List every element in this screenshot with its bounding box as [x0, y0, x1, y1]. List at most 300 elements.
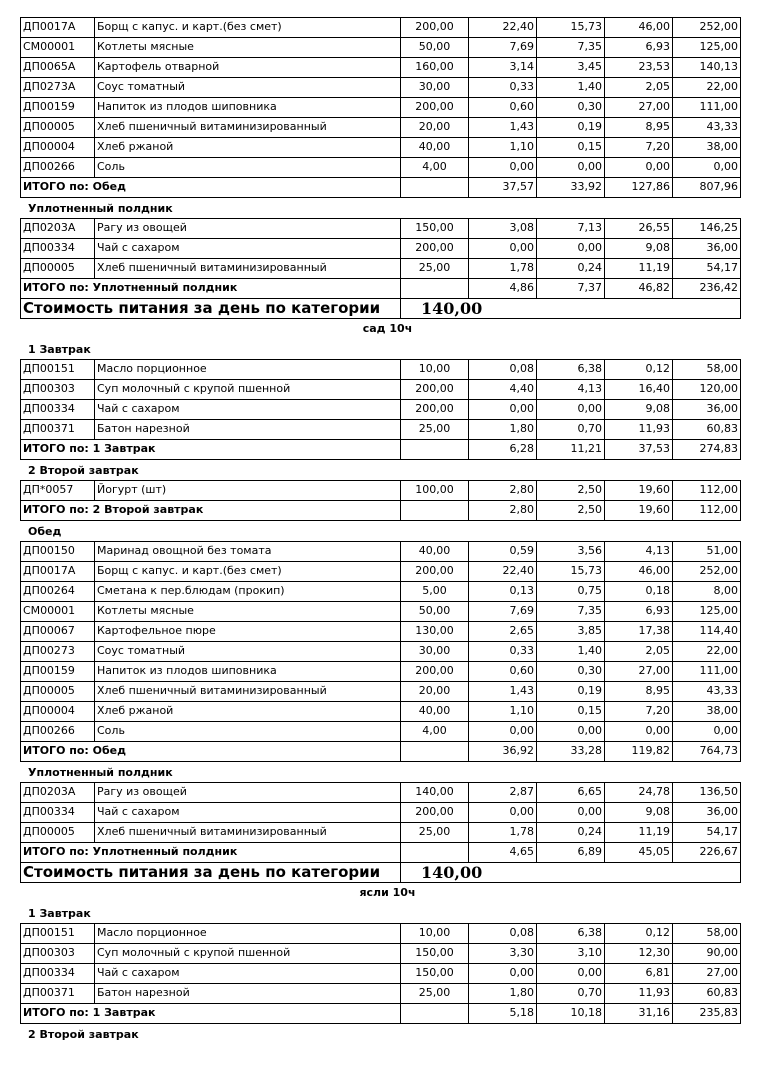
dish-row	[21, 78, 741, 98]
dish-kcal: 22,00	[673, 78, 741, 98]
dish-carbs: 2,05	[605, 78, 673, 98]
dish-carbs: 7,20	[605, 138, 673, 158]
dish-kcal: 111,00	[673, 98, 741, 118]
dish-name: Хлеб пшеничный витаминизированный	[95, 823, 401, 843]
dish-carbs: 46,00	[605, 562, 673, 582]
dish-fat: 3,45	[537, 58, 605, 78]
dish-carbs: 12,30	[605, 944, 673, 964]
dish-protein: 0,00	[469, 239, 537, 259]
dish-fat: 15,73	[537, 18, 605, 38]
dish-kcal: 136,50	[673, 783, 741, 803]
total-carbs: 19,60	[605, 501, 673, 521]
dish-carbs: 17,38	[605, 622, 673, 642]
dish-carbs: 6,93	[605, 38, 673, 58]
dish-kcal: 252,00	[673, 562, 741, 582]
dish-protein: 2,87	[469, 783, 537, 803]
dish-name: Масло порционное	[95, 924, 401, 944]
dish-row	[21, 58, 741, 78]
dish-code: ДП0203А	[21, 783, 95, 803]
dish-name: Соль	[95, 722, 401, 742]
dish-code: ДП00005	[21, 118, 95, 138]
daily-cost-label: Стоимость питания за день по категории	[21, 863, 401, 883]
total-carbs: 31,16	[605, 1004, 673, 1024]
dish-kcal: 27,00	[673, 964, 741, 984]
dish-carbs: 11,93	[605, 984, 673, 1004]
dish-code: ДП00334	[21, 964, 95, 984]
dish-fat: 6,65	[537, 783, 605, 803]
meal-title: Обед	[28, 525, 62, 538]
total-kcal: 274,83	[673, 440, 741, 460]
dish-portion: 25,00	[401, 823, 469, 843]
dish-fat: 7,13	[537, 219, 605, 239]
dish-portion: 200,00	[401, 98, 469, 118]
dish-code: ДП00005	[21, 259, 95, 279]
dish-fat: 0,19	[537, 118, 605, 138]
dish-fat: 15,73	[537, 562, 605, 582]
dish-row	[21, 803, 741, 823]
dish-code: ДП0273А	[21, 78, 95, 98]
dish-carbs: 9,08	[605, 400, 673, 420]
dish-name: Хлеб пшеничный витаминизированный	[95, 682, 401, 702]
dish-kcal: 8,00	[673, 582, 741, 602]
dish-kcal: 43,33	[673, 118, 741, 138]
meal-total-label: ИТОГО по: 1 Завтрак	[21, 440, 401, 460]
dish-code: ДП0065А	[21, 58, 95, 78]
dish-row	[21, 722, 741, 742]
menu-document	[20, 17, 741, 1044]
dish-code: ДП00334	[21, 239, 95, 259]
dish-code: СМ00001	[21, 602, 95, 622]
dish-row	[21, 219, 741, 239]
dish-portion: 130,00	[401, 622, 469, 642]
dish-fat: 4,13	[537, 380, 605, 400]
dish-protein: 0,00	[469, 722, 537, 742]
dish-portion: 50,00	[401, 38, 469, 58]
dish-name: Соус томатный	[95, 78, 401, 98]
dish-protein: 0,59	[469, 542, 537, 562]
meal-total-empty	[401, 279, 469, 299]
menu-table	[20, 923, 741, 1024]
meal-title: 2 Второй завтрак	[28, 1028, 139, 1041]
meal-total-label: ИТОГО по: Уплотненный полдник	[21, 843, 401, 863]
dish-name: Картофель отварной	[95, 58, 401, 78]
menu-table	[20, 782, 741, 883]
dish-portion: 10,00	[401, 360, 469, 380]
dish-fat: 0,15	[537, 138, 605, 158]
dish-portion: 200,00	[401, 18, 469, 38]
dish-fat: 7,35	[537, 602, 605, 622]
dish-code: ДП00004	[21, 138, 95, 158]
dish-kcal: 51,00	[673, 542, 741, 562]
dish-protein: 0,00	[469, 400, 537, 420]
dish-row	[21, 18, 741, 38]
meal-title: 1 Завтрак	[28, 907, 91, 920]
total-carbs: 37,53	[605, 440, 673, 460]
dish-name: Борщ с капус. и карт.(без смет)	[95, 18, 401, 38]
dish-portion: 150,00	[401, 944, 469, 964]
dish-code: ДП00005	[21, 682, 95, 702]
dish-kcal: 125,00	[673, 38, 741, 58]
dish-carbs: 9,08	[605, 239, 673, 259]
dish-carbs: 26,55	[605, 219, 673, 239]
dish-kcal: 38,00	[673, 138, 741, 158]
dish-code: ДП00371	[21, 420, 95, 440]
dish-kcal: 58,00	[673, 360, 741, 380]
dish-fat: 1,40	[537, 642, 605, 662]
dish-code: ДП*0057	[21, 481, 95, 501]
dish-fat: 0,75	[537, 582, 605, 602]
dish-portion: 200,00	[401, 562, 469, 582]
dish-kcal: 111,00	[673, 662, 741, 682]
dish-code: ДП00303	[21, 944, 95, 964]
dish-fat: 0,00	[537, 239, 605, 259]
dish-carbs: 0,18	[605, 582, 673, 602]
daily-cost-value: 140,00	[401, 299, 741, 319]
dish-carbs: 6,93	[605, 602, 673, 622]
dish-fat: 6,38	[537, 924, 605, 944]
meal-total-empty	[401, 843, 469, 863]
dish-row	[21, 481, 741, 501]
dish-name: Рагу из овощей	[95, 783, 401, 803]
dish-code: ДП00151	[21, 924, 95, 944]
total-kcal: 235,83	[673, 1004, 741, 1024]
dish-name: Картофельное пюре	[95, 622, 401, 642]
dish-code: ДП00266	[21, 158, 95, 178]
dish-portion: 4,00	[401, 722, 469, 742]
total-protein: 37,57	[469, 178, 537, 198]
meal-total-label: ИТОГО по: 1 Завтрак	[21, 1004, 401, 1024]
total-kcal: 236,42	[673, 279, 741, 299]
dish-code: ДП00159	[21, 662, 95, 682]
dish-name: Хлеб пшеничный витаминизированный	[95, 259, 401, 279]
dish-row	[21, 964, 741, 984]
dish-code: ДП00371	[21, 984, 95, 1004]
meal-total-label: ИТОГО по: 2 Второй завтрак	[21, 501, 401, 521]
dish-row	[21, 662, 741, 682]
dish-protein: 0,13	[469, 582, 537, 602]
dish-kcal: 146,25	[673, 219, 741, 239]
dish-carbs: 9,08	[605, 803, 673, 823]
dish-row	[21, 380, 741, 400]
meal-total-label: ИТОГО по: Уплотненный полдник	[21, 279, 401, 299]
dish-row	[21, 420, 741, 440]
dish-protein: 3,08	[469, 219, 537, 239]
dish-protein: 1,10	[469, 138, 537, 158]
menu-table	[20, 480, 741, 521]
dish-kcal: 36,00	[673, 400, 741, 420]
dish-row	[21, 944, 741, 964]
total-kcal: 226,67	[673, 843, 741, 863]
dish-carbs: 16,40	[605, 380, 673, 400]
dish-carbs: 4,13	[605, 542, 673, 562]
dish-fat: 2,50	[537, 481, 605, 501]
dish-protein: 0,00	[469, 158, 537, 178]
dish-fat: 7,35	[537, 38, 605, 58]
dish-name: Напиток из плодов шиповника	[95, 98, 401, 118]
dish-kcal: 90,00	[673, 944, 741, 964]
dish-name: Суп молочный с крупой пшенной	[95, 380, 401, 400]
dish-name: Чай с сахаром	[95, 803, 401, 823]
dish-code: ДП0017А	[21, 562, 95, 582]
dish-kcal: 0,00	[673, 158, 741, 178]
dish-code: ДП00334	[21, 803, 95, 823]
dish-carbs: 0,00	[605, 158, 673, 178]
dish-name: Соль	[95, 158, 401, 178]
dish-name: Рагу из овощей	[95, 219, 401, 239]
dish-row	[21, 259, 741, 279]
daily-cost-row	[21, 299, 741, 319]
total-fat: 33,28	[537, 742, 605, 762]
dish-protein: 2,80	[469, 481, 537, 501]
dish-kcal: 140,13	[673, 58, 741, 78]
dish-row	[21, 400, 741, 420]
dish-row	[21, 682, 741, 702]
dish-name: Хлеб пшеничный витаминизированный	[95, 118, 401, 138]
dish-name: Чай с сахаром	[95, 239, 401, 259]
dish-code: ДП00159	[21, 98, 95, 118]
meal-total-row	[21, 178, 741, 198]
dish-protein: 0,33	[469, 642, 537, 662]
dish-portion: 200,00	[401, 239, 469, 259]
dish-row	[21, 602, 741, 622]
dish-protein: 3,30	[469, 944, 537, 964]
dish-kcal: 22,00	[673, 642, 741, 662]
total-kcal: 807,96	[673, 178, 741, 198]
total-fat: 10,18	[537, 1004, 605, 1024]
dish-protein: 4,40	[469, 380, 537, 400]
dish-carbs: 0,00	[605, 722, 673, 742]
dish-protein: 7,69	[469, 38, 537, 58]
meal-title: 2 Второй завтрак	[28, 464, 139, 477]
total-carbs: 119,82	[605, 742, 673, 762]
total-fat: 2,50	[537, 501, 605, 521]
menu-table	[20, 359, 741, 460]
dish-name: Котлеты мясные	[95, 602, 401, 622]
category-title: ясли 10ч	[359, 886, 416, 899]
dish-protein: 22,40	[469, 562, 537, 582]
total-protein: 6,28	[469, 440, 537, 460]
meal-total-label: ИТОГО по: Обед	[21, 742, 401, 762]
dish-protein: 7,69	[469, 602, 537, 622]
dish-fat: 0,24	[537, 259, 605, 279]
dish-code: ДП00004	[21, 702, 95, 722]
dish-fat: 0,00	[537, 158, 605, 178]
daily-cost-label: Стоимость питания за день по категории	[21, 299, 401, 319]
dish-name: Сметана к пер.блюдам (прокип)	[95, 582, 401, 602]
dish-portion: 20,00	[401, 682, 469, 702]
dish-carbs: 27,00	[605, 662, 673, 682]
dish-carbs: 8,95	[605, 118, 673, 138]
dish-carbs: 11,93	[605, 420, 673, 440]
dish-fat: 0,19	[537, 682, 605, 702]
dish-portion: 200,00	[401, 380, 469, 400]
total-carbs: 45,05	[605, 843, 673, 863]
total-fat: 11,21	[537, 440, 605, 460]
dish-kcal: 38,00	[673, 702, 741, 722]
dish-kcal: 36,00	[673, 803, 741, 823]
dish-fat: 0,00	[537, 722, 605, 742]
dish-name: Йогурт (шт)	[95, 481, 401, 501]
dish-fat: 0,00	[537, 400, 605, 420]
meal-total-row	[21, 843, 741, 863]
dish-carbs: 46,00	[605, 18, 673, 38]
dish-name: Напиток из плодов шиповника	[95, 662, 401, 682]
dish-protein: 1,43	[469, 682, 537, 702]
dish-carbs: 27,00	[605, 98, 673, 118]
dish-row	[21, 360, 741, 380]
meal-total-row	[21, 742, 741, 762]
dish-fat: 1,40	[537, 78, 605, 98]
dish-kcal: 43,33	[673, 682, 741, 702]
dish-protein: 22,40	[469, 18, 537, 38]
dish-carbs: 0,12	[605, 360, 673, 380]
dish-carbs: 11,19	[605, 823, 673, 843]
dish-protein: 1,43	[469, 118, 537, 138]
daily-cost-value: 140,00	[401, 863, 741, 883]
dish-kcal: 114,40	[673, 622, 741, 642]
total-fat: 6,89	[537, 843, 605, 863]
dish-portion: 40,00	[401, 542, 469, 562]
total-protein: 5,18	[469, 1004, 537, 1024]
dish-protein: 1,80	[469, 420, 537, 440]
dish-portion: 4,00	[401, 158, 469, 178]
dish-portion: 40,00	[401, 702, 469, 722]
meal-title: Уплотненный полдник	[28, 202, 173, 215]
dish-row	[21, 783, 741, 803]
dish-kcal: 0,00	[673, 722, 741, 742]
total-protein: 4,86	[469, 279, 537, 299]
dish-row	[21, 562, 741, 582]
dish-code: ДП00266	[21, 722, 95, 742]
dish-protein: 0,08	[469, 924, 537, 944]
meal-total-empty	[401, 1004, 469, 1024]
dish-protein: 1,78	[469, 823, 537, 843]
dish-protein: 0,08	[469, 360, 537, 380]
dish-row	[21, 924, 741, 944]
dish-portion: 150,00	[401, 964, 469, 984]
menu-table	[20, 17, 741, 198]
dish-fat: 6,38	[537, 360, 605, 380]
meal-total-row	[21, 1004, 741, 1024]
dish-protein: 1,80	[469, 984, 537, 1004]
meal-total-empty	[401, 742, 469, 762]
dish-fat: 0,24	[537, 823, 605, 843]
dish-kcal: 120,00	[673, 380, 741, 400]
dish-carbs: 7,20	[605, 702, 673, 722]
dish-fat: 0,30	[537, 662, 605, 682]
meal-total-empty	[401, 178, 469, 198]
dish-row	[21, 38, 741, 58]
dish-carbs: 8,95	[605, 682, 673, 702]
daily-cost-row	[21, 863, 741, 883]
dish-portion: 25,00	[401, 984, 469, 1004]
total-protein: 2,80	[469, 501, 537, 521]
dish-portion: 150,00	[401, 219, 469, 239]
dish-kcal: 112,00	[673, 481, 741, 501]
dish-code: ДП00273	[21, 642, 95, 662]
dish-fat: 0,30	[537, 98, 605, 118]
dish-kcal: 54,17	[673, 823, 741, 843]
dish-carbs: 2,05	[605, 642, 673, 662]
dish-kcal: 252,00	[673, 18, 741, 38]
dish-fat: 3,10	[537, 944, 605, 964]
dish-row	[21, 98, 741, 118]
dish-code: ДП0017А	[21, 18, 95, 38]
dish-portion: 100,00	[401, 481, 469, 501]
dish-code: ДП00303	[21, 380, 95, 400]
meal-total-label: ИТОГО по: Обед	[21, 178, 401, 198]
total-carbs: 127,86	[605, 178, 673, 198]
dish-code: ДП00334	[21, 400, 95, 420]
dish-fat: 3,85	[537, 622, 605, 642]
dish-fat: 0,15	[537, 702, 605, 722]
dish-row	[21, 239, 741, 259]
dish-row	[21, 702, 741, 722]
dish-protein: 2,65	[469, 622, 537, 642]
dish-carbs: 11,19	[605, 259, 673, 279]
dish-portion: 200,00	[401, 662, 469, 682]
dish-fat: 0,00	[537, 803, 605, 823]
total-fat: 7,37	[537, 279, 605, 299]
dish-name: Чай с сахаром	[95, 400, 401, 420]
dish-name: Маринад овощной без томата	[95, 542, 401, 562]
dish-code: ДП00150	[21, 542, 95, 562]
dish-protein: 3,14	[469, 58, 537, 78]
meal-total-row	[21, 440, 741, 460]
dish-portion: 20,00	[401, 118, 469, 138]
total-protein: 36,92	[469, 742, 537, 762]
dish-row	[21, 118, 741, 138]
dish-carbs: 6,81	[605, 964, 673, 984]
dish-portion: 40,00	[401, 138, 469, 158]
dish-name: Суп молочный с крупой пшенной	[95, 944, 401, 964]
dish-name: Хлеб ржаной	[95, 138, 401, 158]
total-fat: 33,92	[537, 178, 605, 198]
meal-total-row	[21, 279, 741, 299]
dish-name: Чай с сахаром	[95, 964, 401, 984]
dish-portion: 140,00	[401, 783, 469, 803]
meal-title: 1 Завтрак	[28, 343, 91, 356]
dish-code: СМ00001	[21, 38, 95, 58]
dish-fat: 3,56	[537, 542, 605, 562]
dish-carbs: 0,12	[605, 924, 673, 944]
dish-row	[21, 138, 741, 158]
dish-code: ДП00067	[21, 622, 95, 642]
dish-code: ДП00005	[21, 823, 95, 843]
dish-code: ДП00264	[21, 582, 95, 602]
dish-portion: 200,00	[401, 400, 469, 420]
dish-protein: 0,60	[469, 98, 537, 118]
dish-protein: 1,78	[469, 259, 537, 279]
dish-fat: 0,70	[537, 984, 605, 1004]
dish-code: ДП00151	[21, 360, 95, 380]
meal-total-row	[21, 501, 741, 521]
total-protein: 4,65	[469, 843, 537, 863]
dish-protein: 0,00	[469, 803, 537, 823]
dish-protein: 1,10	[469, 702, 537, 722]
total-kcal: 764,73	[673, 742, 741, 762]
category-title: сад 10ч	[362, 322, 413, 335]
dish-row	[21, 158, 741, 178]
dish-name: Батон нарезной	[95, 984, 401, 1004]
dish-kcal: 60,83	[673, 420, 741, 440]
dish-name: Котлеты мясные	[95, 38, 401, 58]
dish-kcal: 125,00	[673, 602, 741, 622]
dish-portion: 50,00	[401, 602, 469, 622]
dish-portion: 5,00	[401, 582, 469, 602]
dish-portion: 30,00	[401, 78, 469, 98]
dish-row	[21, 823, 741, 843]
